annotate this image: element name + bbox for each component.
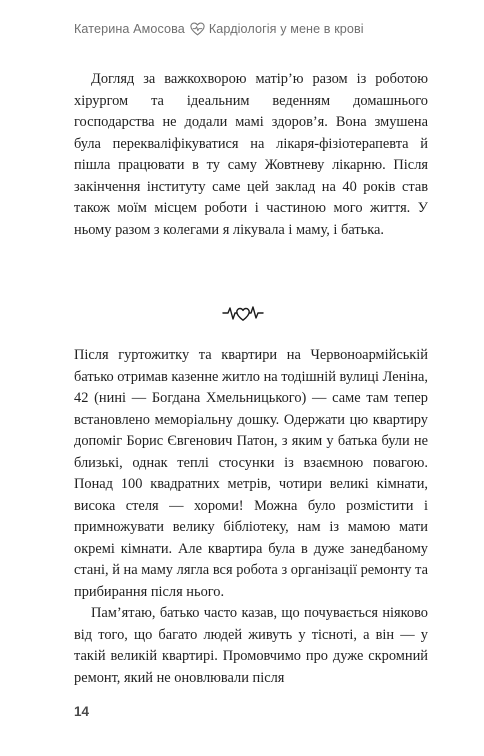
page-number: 14 [74,704,90,719]
text-block-before-divider [74,69,428,241]
heart-pulse-icon [190,22,205,36]
running-head [74,22,364,36]
paragraph: Пам’ятаю, батько часто казав, що почувається ніяково від того, що багато людей живуть у тісноті, а він — у такій великій квартирі. Промовчимо про дуже скромний ремонт, який не оновлювали після [74,605,428,686]
paragraph: Після гуртожитку та квартири на Червоноармійській батько отримав казенне житло на тодішній вулиці Леніна, 42 (нині — Богдана Хмельницького) — саме там тепер встановлено меморіальну дошку. Одержати цю квартиру допоміг Борис Євгенович Патон, з яким у батька були не близькі, однак теплі стосунки із взаємною повагою. Понад 100 квадратних метрів, чотири великі кімнати, висока стеля — хороми! Можна було розмістити і примножувати велику бібліотеку, нам із мамою мати окремі кімнати. Але квартира була в дуже занедбаному стані, й на маму лягла вся робота з організації ремонту та прибирання після нього. [74,347,429,600]
running-head-author: Катерина Амосова [74,22,185,36]
heartbeat-divider-icon [222,303,264,323]
text-block-after-divider [74,345,428,689]
paragraph: Догляд за важкохворою матір’ю разом із роботою хірургом та ідеальним веденням домашнього господарства не додали мамі здоров’я. Вона змушена була перекваліфікуватися на лікаря-фізіотерапевта й пішла працювати в ту саму Жовтневу лікарню. Після закінчення інституту саме цей заклад на 40 років став також моїм місцем роботи і частиною мого життя. У ньому разом з колегами я лікувала і маму, і батька. [74,71,428,238]
running-head-book-title: Кардіологія у мене в крові [208,22,364,36]
